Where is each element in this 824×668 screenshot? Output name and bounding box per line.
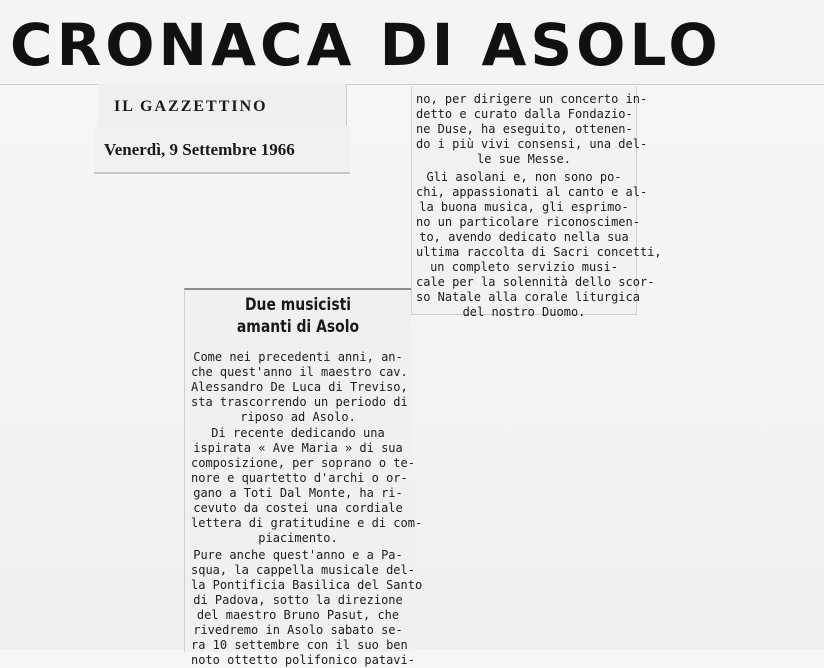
text-line: so Natale alla corale liturgica (416, 290, 640, 304)
newspaper-name-clipping (98, 84, 347, 131)
text-line: ne Duse, ha eseguito, ottenen- (416, 122, 633, 136)
article-clipping (184, 288, 423, 667)
text-line: to, avendo dedicato nella sua (419, 230, 629, 244)
continuation-paragraph-2 (416, 170, 662, 320)
text-line: Come nei precedenti anni, an- (193, 350, 403, 364)
text-line: no, per dirigere un concerto in- (416, 92, 648, 106)
text-line: la buona musica, gli esprimo- (419, 200, 629, 214)
publication-date: Venerdì, 9 Settembre 1966 (104, 140, 295, 159)
text-line: lettera di gratitudine e di com- (191, 516, 423, 530)
text-line: Alessandro De Luca di Treviso, (191, 380, 408, 394)
text-line: sta trascorrendo un periodo di (191, 395, 408, 409)
text-line: chi, appassionati al canto e al- (416, 185, 648, 199)
text-line: cevuto da costei una cordiale (193, 501, 403, 515)
article-paragraph-1 (191, 350, 408, 425)
text-line: ultima raccolta di Sacri concetti, (416, 245, 662, 259)
headline-line: Due musicisti (244, 295, 352, 315)
text-line: piacimento. (258, 531, 338, 545)
text-line: squa, la cappella musicale del- (191, 563, 415, 577)
text-line: composizione, per soprano o te- (191, 456, 415, 470)
text-line: del maestro Bruno Pasut, che (196, 608, 400, 622)
article-headline (205, 294, 390, 338)
continuation-clipping (411, 86, 662, 319)
text-line: ispirata « Ave Maria » di sua (193, 441, 403, 455)
headline-line: amanti di Asolo (236, 317, 360, 337)
text-line: Gli asolani e, non sono po- (426, 170, 622, 184)
masthead (0, 0, 824, 85)
text-line: del nostro Duomo. (462, 305, 586, 319)
text-line: detto e curato dalla Fondazio- (416, 107, 633, 121)
text-line: ra 10 settembre con il suo ben (191, 638, 408, 652)
text-line: rivedremo in Asolo sabato se- (193, 623, 403, 637)
text-line: gano a Toti Dal Monte, ha ri- (193, 486, 403, 500)
text-line: Di recente dedicando una (211, 426, 385, 440)
text-line: che quest'anno il maestro cav. (191, 365, 408, 379)
text-line: un completo servizio musi- (430, 260, 618, 274)
text-line: cale per la solennità dello scor- (416, 275, 655, 289)
article-paragraph-2 (191, 426, 423, 546)
masthead-title: CRONACA DI ASOLO (10, 11, 722, 79)
text-line: no un particolare riconoscimen- (416, 215, 640, 229)
text-line: noto ottetto polifonico patavi- (191, 653, 415, 667)
date-clipping (94, 126, 350, 174)
text-line: le sue Messe. (477, 152, 571, 166)
continuation-paragraph-1 (416, 92, 648, 167)
text-line: la Pontificia Basilica del Santo (191, 578, 423, 592)
text-line: riposo ad Asolo. (240, 410, 356, 424)
text-line: Pure anche quest'anno e a Pa- (193, 548, 403, 562)
newspaper-name: IL GAZZETTINO (114, 98, 268, 115)
text-line: nore e quartetto d'archi o or- (191, 471, 408, 485)
text-line: do i più vivi consensi, una del- (416, 137, 648, 151)
article-paragraph-3 (191, 548, 423, 668)
text-line: di Padova, sotto la direzione (193, 593, 403, 607)
